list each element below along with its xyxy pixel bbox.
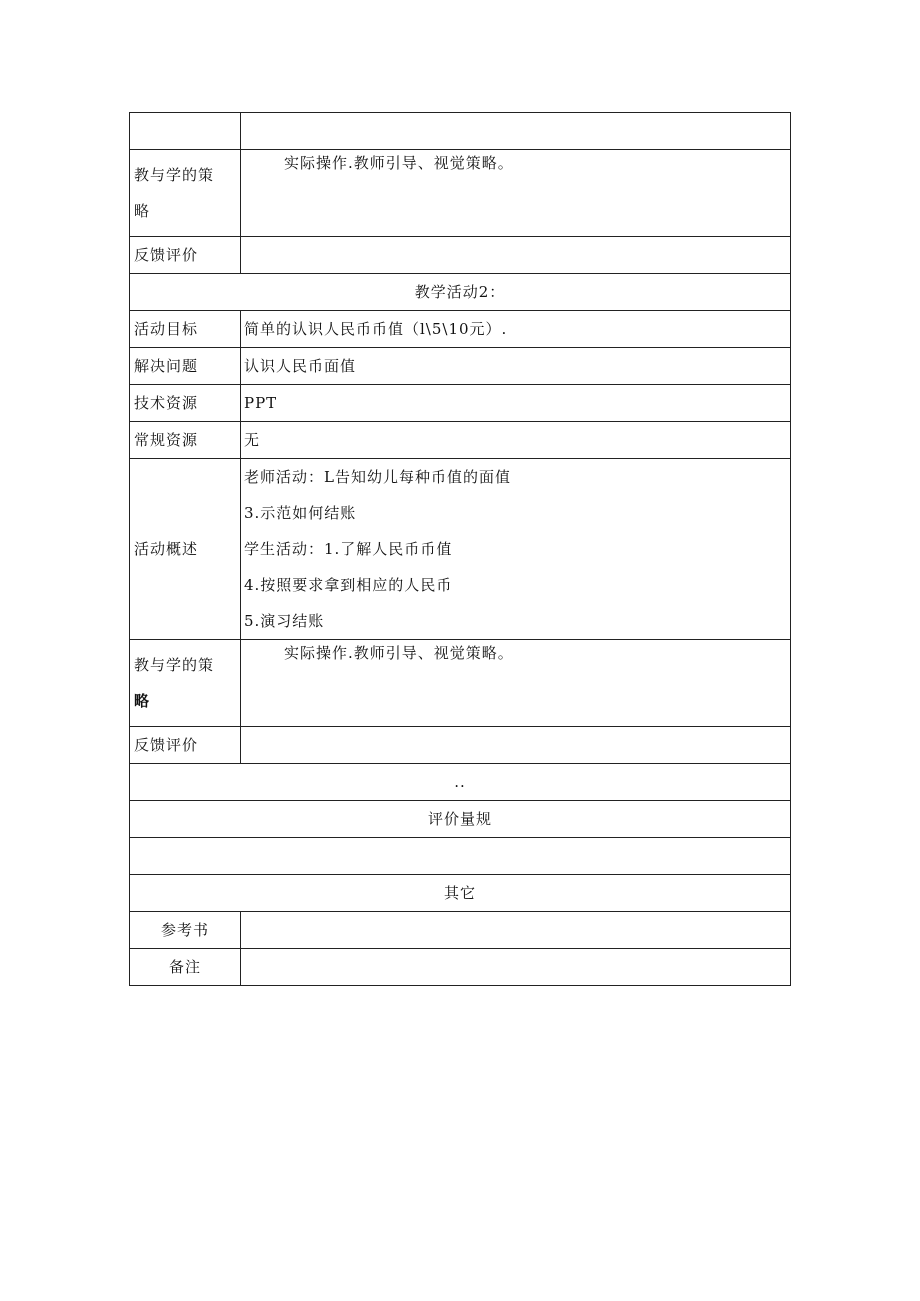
- strategy-label-line1: 教与学的策: [134, 166, 215, 184]
- notes-label: 备注: [130, 949, 241, 986]
- strategy-value: 实际操作.教师引导、视觉策略。: [284, 644, 514, 662]
- reference-label: 参考书: [130, 912, 241, 949]
- problem-value: 认识人民币面值: [241, 348, 791, 385]
- table-row: [130, 640, 791, 727]
- table-row: [130, 875, 791, 912]
- rubric-header: 评价量规: [130, 801, 791, 838]
- goal-value: 简单的认识人民币币值（l\5\10元）.: [241, 311, 791, 348]
- rubric-value: [130, 838, 791, 875]
- strategy-label-line2: 略: [134, 202, 151, 220]
- overview-cell: [241, 459, 791, 640]
- feedback-value: [241, 237, 791, 274]
- regular-label: 常规资源: [130, 422, 241, 459]
- table-row: [130, 459, 791, 640]
- strategy-label-line2: 略: [134, 692, 151, 710]
- strategy-label-line1: 教与学的策: [134, 656, 215, 674]
- notes-value: [241, 949, 791, 986]
- other-header: 其它: [130, 875, 791, 912]
- table-row: [130, 912, 791, 949]
- reference-value: [241, 912, 791, 949]
- strategy-value-cell: [241, 640, 791, 727]
- empty-label-cell: [130, 113, 241, 150]
- goal-label: 活动目标: [130, 311, 241, 348]
- table-row: [130, 764, 791, 801]
- table-row: [130, 348, 791, 385]
- table-row: [130, 274, 791, 311]
- table-row: [130, 838, 791, 875]
- table-row: [130, 113, 791, 150]
- feedback-value: [241, 727, 791, 764]
- strategy-value: 实际操作.教师引导、视觉策略。: [284, 154, 514, 172]
- table-row: [130, 150, 791, 237]
- dots-cell: ..: [130, 764, 791, 801]
- problem-label: 解决问题: [130, 348, 241, 385]
- table-row: [130, 311, 791, 348]
- table-row: [130, 949, 791, 986]
- table-row: [130, 237, 791, 274]
- feedback-label: 反馈评价: [130, 727, 241, 764]
- lesson-plan-table: [129, 112, 791, 986]
- table-row: [130, 385, 791, 422]
- table-row: [130, 801, 791, 838]
- overview-line: 3.示范如何结账: [244, 504, 357, 522]
- overview-label: 活动概述: [130, 459, 241, 640]
- table-row: [130, 727, 791, 764]
- table-row: [130, 422, 791, 459]
- feedback-label: 反馈评价: [130, 237, 241, 274]
- overview-line: 老师活动：L告知幼儿每种币值的面值: [244, 468, 511, 486]
- tech-value: PPT: [241, 385, 791, 422]
- overview-line: 学生活动：1.了解人民币币值: [244, 540, 453, 558]
- tech-label: 技术资源: [130, 385, 241, 422]
- regular-value: 无: [241, 422, 791, 459]
- overview-line: 5.演习结账: [244, 612, 325, 630]
- activity2-header: 教学活动2：: [130, 274, 791, 311]
- overview-line: 4.按照要求拿到相应的人民币: [244, 576, 453, 594]
- strategy-value-cell: [241, 150, 791, 237]
- strategy-label-cell: [130, 640, 241, 727]
- strategy-label-cell: [130, 150, 241, 237]
- empty-value-cell: [241, 113, 791, 150]
